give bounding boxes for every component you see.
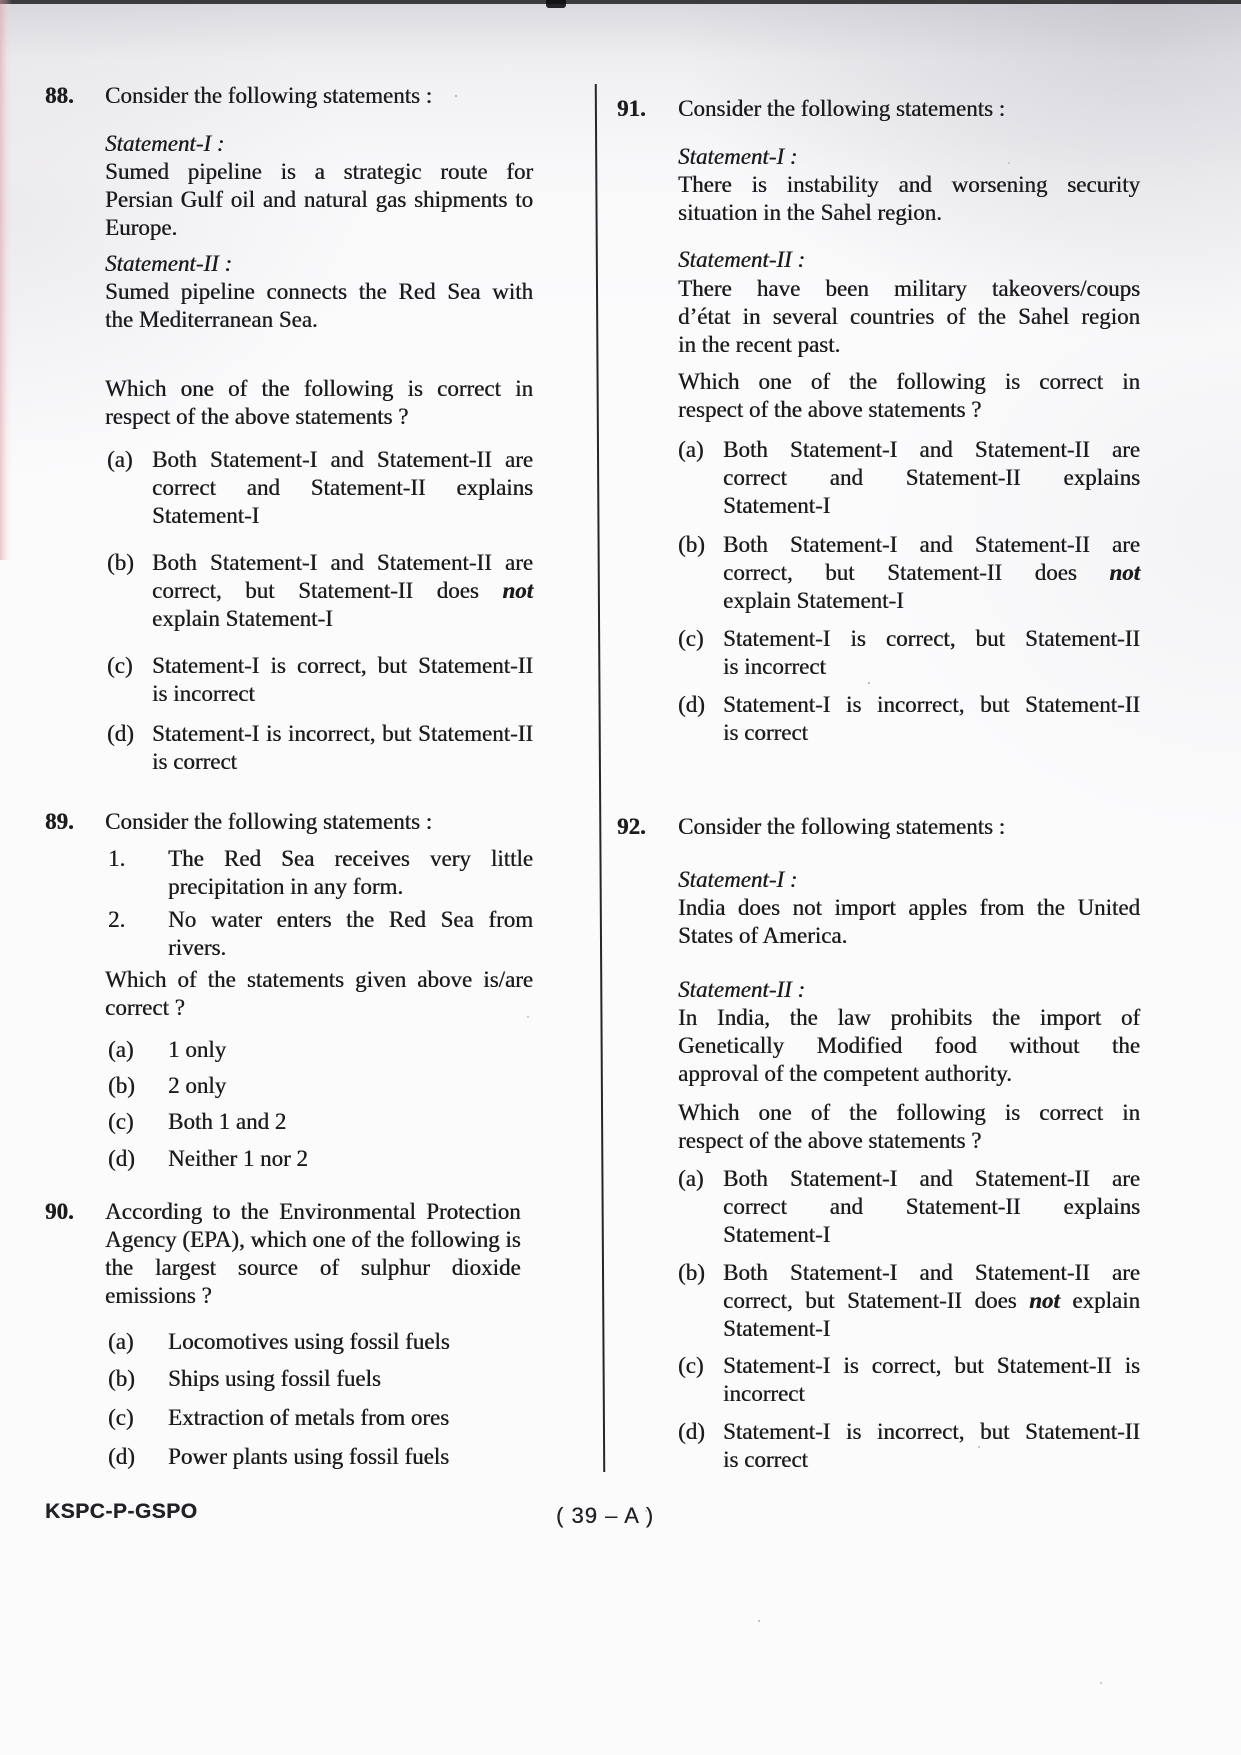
q92-statement2: In India, the law prohibits the import of Genetically Modified food without the approval of the competent authority. bbox=[678, 1005, 1140, 1086]
question-88 bbox=[45, 82, 533, 110]
question-92-intro: Consider the following statements : bbox=[678, 814, 1006, 839]
list-item-text: The Red Sea receives very little precipitation in any form. bbox=[168, 846, 533, 899]
question-89 bbox=[45, 808, 533, 836]
option-marker: (a) bbox=[107, 447, 133, 472]
q92-option-b bbox=[678, 1259, 1140, 1343]
footer-page-number: ( 39 – A ) bbox=[555, 1503, 655, 1528]
option-text: Both Statement-I and Statement-II are correct, but Statement-II does not explain Statement-I bbox=[723, 1260, 1140, 1341]
option-marker: (d) bbox=[107, 721, 134, 746]
q91-option-a bbox=[678, 436, 1140, 520]
q92-question: Which one of the following is correct in respect of the above statements ? bbox=[678, 1100, 1140, 1153]
option-text: 1 only bbox=[168, 1037, 227, 1062]
option-text: Statement-I is correct, but Statement-II is incorrect bbox=[152, 653, 533, 706]
q91-option-c bbox=[678, 625, 1140, 681]
option-text: Both Statement-I and Statement-II are correct, but Statement-II does not explain Statement-I bbox=[152, 550, 533, 631]
option-text: Both Statement-I and Statement-II are correct and Statement-II explains Statement-I bbox=[723, 1166, 1140, 1247]
q92-statement1: India does not import apples from the United States of America. bbox=[678, 895, 1140, 948]
q91-option-b bbox=[678, 531, 1140, 615]
question-90 bbox=[45, 1198, 533, 1310]
option-marker: (d) bbox=[678, 1419, 705, 1444]
option-marker: (b) bbox=[107, 550, 134, 575]
list-item-text: No water enters the Red Sea from rivers. bbox=[168, 907, 533, 960]
question-88-number: 88. bbox=[45, 83, 74, 108]
list-item-marker: 2. bbox=[108, 907, 126, 932]
option-text: Ships using fossil fuels bbox=[168, 1366, 381, 1391]
q88-statement1: Sumed pipeline is a strategic route for Persian Gulf oil and natural gas shipments to Europe. bbox=[105, 159, 533, 240]
option-text: Both Statement-I and Statement-II are correct and Statement-II explains Statement-I bbox=[152, 447, 533, 528]
scan-edge-mark bbox=[546, 0, 566, 8]
q92-statement2-label: Statement-II : bbox=[678, 977, 806, 1002]
q88-option-c bbox=[107, 652, 533, 708]
option-text: Both Statement-I and Statement-II are correct, but Statement-II does not explain Statement-I bbox=[723, 532, 1140, 613]
option-marker: (d) bbox=[108, 1444, 135, 1469]
option-text: Statement-I is incorrect, but Statement-II is correct bbox=[723, 1419, 1140, 1472]
q90-option-b bbox=[108, 1365, 533, 1393]
option-text: 2 only bbox=[168, 1073, 227, 1098]
emphasized-not: not bbox=[1109, 560, 1140, 585]
option-marker: (a) bbox=[108, 1329, 134, 1354]
option-marker: (d) bbox=[678, 692, 705, 717]
question-91-number: 91. bbox=[617, 96, 646, 121]
q88-statement2-label: Statement-II : bbox=[105, 251, 233, 276]
option-marker: (a) bbox=[678, 437, 704, 462]
option-marker: (b) bbox=[678, 1260, 705, 1285]
question-92 bbox=[617, 813, 1140, 841]
option-marker: (b) bbox=[678, 532, 705, 557]
question-89-intro: Consider the following statements : bbox=[105, 809, 433, 834]
option-marker: (c) bbox=[678, 626, 704, 651]
option-marker: (c) bbox=[108, 1109, 134, 1134]
option-text: Locomotives using fossil fuels bbox=[168, 1329, 450, 1354]
q88-option-a bbox=[107, 446, 533, 530]
option-text: Statement-I is incorrect, but Statement-II is correct bbox=[723, 692, 1140, 745]
option-text: Both 1 and 2 bbox=[168, 1109, 287, 1134]
q88-option-b bbox=[107, 549, 533, 633]
q92-option-d bbox=[678, 1418, 1140, 1474]
question-88-intro: Consider the following statements : bbox=[105, 83, 433, 108]
option-marker: (c) bbox=[108, 1405, 134, 1430]
q92-option-a bbox=[678, 1165, 1140, 1249]
option-marker: (a) bbox=[678, 1166, 704, 1191]
option-text: Both Statement-I and Statement-II are correct and Statement-II explains Statement-I bbox=[723, 437, 1140, 518]
q92-statement1-label: Statement-I : bbox=[678, 867, 798, 892]
q90-option-c bbox=[108, 1404, 533, 1432]
question-89-number: 89. bbox=[45, 809, 74, 834]
q89-item-2 bbox=[108, 906, 533, 962]
option-text: Statement-I is correct, but Statement-II is incorrect bbox=[723, 626, 1140, 679]
option-marker: (a) bbox=[108, 1037, 134, 1062]
q88-statement2: Sumed pipeline connects the Red Sea with the Mediterranean Sea. bbox=[105, 279, 533, 332]
option-marker: (d) bbox=[108, 1146, 135, 1171]
option-marker: (b) bbox=[108, 1073, 135, 1098]
q91-statement2-label: Statement-II : bbox=[678, 247, 806, 272]
scan-left-edge-tint bbox=[0, 0, 12, 560]
question-91-intro: Consider the following statements : bbox=[678, 96, 1006, 121]
q90-option-d bbox=[108, 1443, 533, 1471]
q88-option-d bbox=[107, 720, 533, 776]
option-marker: (c) bbox=[678, 1353, 704, 1378]
q91-question: Which one of the following is correct in respect of the above statements ? bbox=[678, 369, 1140, 422]
q90-option-a bbox=[108, 1328, 533, 1356]
option-text: Statement-I is incorrect, but Statement-II is correct bbox=[152, 721, 533, 774]
list-item-marker: 1. bbox=[108, 846, 126, 871]
q89-option-b bbox=[108, 1072, 533, 1100]
column-divider-rule bbox=[595, 84, 605, 1472]
question-90-text: According to the Environmental Protection Agency (EPA), which one of the following is the largest source of sulphur dioxide emissions ? bbox=[105, 1199, 521, 1308]
question-91 bbox=[617, 95, 1140, 123]
option-marker: (b) bbox=[108, 1366, 135, 1391]
q89-option-d bbox=[108, 1145, 533, 1173]
emphasized-not: not bbox=[502, 578, 533, 603]
option-text: Neither 1 nor 2 bbox=[168, 1146, 308, 1171]
q92-option-c bbox=[678, 1352, 1140, 1408]
option-text: Statement-I is correct, but Statement-II is incorrect bbox=[723, 1353, 1140, 1406]
scan-top-edge bbox=[0, 0, 1241, 4]
q88-statement1-label: Statement-I : bbox=[105, 131, 225, 156]
emphasized-not: not bbox=[1029, 1288, 1060, 1313]
q91-statement1: There is instability and worsening security situation in the Sahel region. bbox=[678, 172, 1140, 225]
scan-noise-specks bbox=[0, 0, 2, 2]
q91-statement1-label: Statement-I : bbox=[678, 144, 798, 169]
question-90-number: 90. bbox=[45, 1199, 74, 1224]
q91-statement2: There have been military takeovers/coups d’état in several countries of the Sahel region in the recent past. bbox=[678, 276, 1140, 357]
q91-option-d bbox=[678, 691, 1140, 747]
q89-item-1 bbox=[108, 845, 533, 901]
q89-option-a bbox=[108, 1036, 533, 1064]
option-text: Extraction of metals from ores bbox=[168, 1405, 450, 1430]
q89-option-c bbox=[108, 1108, 533, 1136]
question-92-number: 92. bbox=[617, 814, 646, 839]
option-text: Power plants using fossil fuels bbox=[168, 1444, 450, 1469]
q88-question: Which one of the following is correct in respect of the above statements ? bbox=[105, 376, 533, 429]
q89-question: Which of the statements given above is/are correct ? bbox=[105, 967, 533, 1020]
footer-paper-code: KSPC-P-GSPO bbox=[45, 1500, 198, 1523]
option-marker: (c) bbox=[107, 653, 133, 678]
